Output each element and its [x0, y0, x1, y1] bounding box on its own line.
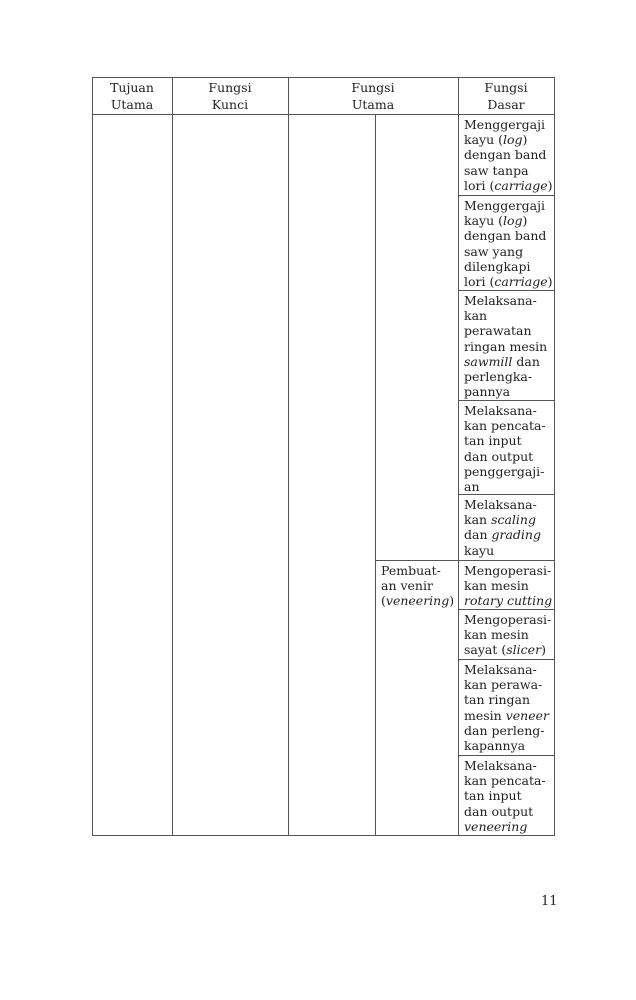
header-line: Utama [351, 97, 395, 112]
cell-line [464, 369, 547, 384]
text-segment: kan [464, 512, 492, 528]
text-segment: Mengoperasi- [464, 563, 552, 578]
italic-term: rotary cutting [464, 593, 553, 609]
text-segment: ( [381, 593, 386, 609]
text-segment: Pembuat- [381, 563, 441, 578]
text-segment: ) [541, 642, 546, 658]
text-segment: Melaksana- [464, 293, 537, 308]
row-divider [458, 560, 555, 561]
text-segment: saw yang [464, 243, 524, 259]
italic-term: veneering [385, 593, 450, 609]
fungsi-dasar-cell [464, 612, 551, 658]
cell-line [464, 758, 546, 773]
cell-line [464, 259, 553, 274]
cell-line [464, 692, 549, 707]
text-segment: penggergaji- [464, 463, 545, 479]
text-segment: ) [449, 593, 455, 609]
row-divider [458, 195, 555, 196]
cell-line [464, 198, 553, 213]
fungsi-dasar-cell [464, 497, 541, 558]
row-divider [458, 659, 555, 660]
cell-line [464, 593, 552, 608]
text-segment: dan output [464, 448, 534, 464]
fungsi-dasar-cell [464, 563, 552, 609]
cell-line [464, 773, 546, 788]
fungsi-utama-cell [381, 563, 454, 609]
text-segment: kayu [464, 542, 495, 558]
cell-line [464, 293, 547, 308]
cell-line [464, 418, 546, 433]
cell-line [464, 527, 541, 542]
fungsi-dasar-cell [464, 117, 553, 193]
row-divider [458, 290, 555, 291]
cell-line [464, 178, 553, 193]
text-segment: dengan band [464, 147, 547, 163]
italic-term: scaling [491, 512, 536, 528]
text-segment: tan ringan [464, 692, 531, 708]
text-segment: lori ( [464, 274, 495, 290]
italic-term: log [503, 132, 523, 148]
fungsi-dasar-cell [464, 198, 553, 289]
italic-term: sawmill [464, 353, 513, 369]
cell-line [464, 228, 553, 243]
text-segment: an [464, 479, 480, 495]
text-segment: dan output [464, 803, 534, 819]
italic-term: slicer [506, 642, 542, 658]
italic-term: carriage [494, 274, 548, 290]
fungsi-dasar-cell [464, 758, 546, 834]
text-segment: kan pencata- [464, 773, 546, 789]
cell-line [464, 433, 546, 448]
cell-line [381, 593, 454, 608]
header-line: Fungsi [351, 80, 395, 95]
cell-line [464, 804, 546, 819]
header-fungsi-dasar [458, 79, 554, 113]
cell-line [464, 308, 547, 323]
text-segment: perlengka- [464, 369, 533, 385]
text-segment: dengan band [464, 228, 547, 244]
text-segment: Melaksana- [464, 403, 537, 418]
text-segment: dan [512, 353, 540, 369]
cell-line [464, 449, 546, 464]
text-segment: kan mesin [464, 578, 529, 594]
text-segment: ) [522, 132, 528, 148]
text-segment: dilengkapi [464, 258, 531, 274]
cell-line [464, 323, 547, 338]
header-tujuan-utama [92, 79, 172, 113]
text-segment: kayu ( [464, 213, 503, 229]
cell-line [464, 274, 553, 289]
header-fungsi-utama [288, 79, 458, 113]
page-number: 11 [541, 894, 558, 909]
text-segment: kan mesin [464, 627, 529, 643]
italic-term: veneering [464, 818, 528, 834]
cell-line [464, 677, 549, 692]
cell-line [464, 403, 546, 418]
text-segment: ) [547, 274, 553, 290]
italic-term: log [503, 213, 523, 229]
header-line: Fungsi [484, 80, 528, 95]
text-segment: perawatan [464, 323, 532, 339]
text-segment: Menggergaji [464, 198, 545, 213]
cell-line [381, 578, 454, 593]
text-segment: saw tanpa [464, 162, 529, 178]
text-segment: Melaksana- [464, 662, 537, 677]
cell-line [464, 662, 549, 677]
text-segment: kayu ( [464, 132, 503, 148]
row-divider [458, 755, 555, 756]
cell-line [464, 627, 551, 642]
cell-line [464, 117, 553, 132]
text-segment: dan perleng- [464, 722, 545, 738]
text-segment: ) [547, 177, 553, 193]
fungsi-dasar-cell [464, 403, 546, 494]
cell-line [381, 563, 454, 578]
row-divider [458, 400, 555, 401]
header-line: Dasar [487, 97, 525, 112]
text-segment: an venir [381, 578, 433, 594]
cell-line [464, 132, 553, 147]
text-segment: Menggergaji [464, 117, 545, 132]
cell-line [464, 563, 552, 578]
cell-line [464, 339, 547, 354]
text-segment: kapannya [464, 738, 526, 754]
text-segment: tan input [464, 433, 522, 449]
cell-line [464, 543, 541, 558]
cell-line [464, 819, 546, 834]
cell-line [464, 464, 546, 479]
italic-term: carriage [494, 177, 548, 193]
cell-line [464, 578, 552, 593]
header-line: Tujuan [110, 80, 154, 95]
cell-line [464, 213, 553, 228]
text-segment: lori ( [464, 177, 495, 193]
cell-line [464, 708, 549, 723]
text-segment: Mengoperasi- [464, 612, 552, 627]
cell-line [464, 384, 547, 399]
fungsi-dasar-cell [464, 293, 547, 399]
text-segment: ) [522, 213, 528, 229]
text-segment: dan [464, 527, 492, 543]
text-segment: tan input [464, 788, 522, 804]
header-line: Utama [110, 97, 154, 112]
text-segment: sayat ( [464, 642, 507, 658]
text-segment: pannya [464, 384, 511, 400]
text-segment: kan pencata- [464, 418, 546, 434]
cell-line [464, 163, 553, 178]
cell-line [464, 497, 541, 512]
cell-line [464, 512, 541, 527]
cell-line [464, 244, 553, 259]
cell-line [464, 723, 549, 738]
cell-line [464, 147, 553, 162]
italic-term: grading [491, 527, 541, 543]
cell-line [464, 788, 546, 803]
cell-line [464, 354, 547, 369]
text-segment: kan perawa- [464, 677, 543, 693]
cell-line [464, 738, 549, 753]
cell-line [464, 612, 551, 627]
header-line: Kunci [211, 97, 249, 112]
fungsi-dasar-cell [464, 662, 549, 753]
header-line: Fungsi [208, 80, 252, 95]
header-fungsi-kunci [172, 79, 288, 113]
text-segment: Melaksana- [464, 497, 537, 512]
italic-term: veneer [505, 707, 549, 723]
text-segment: Melaksana- [464, 758, 537, 773]
cell-line [464, 642, 551, 657]
row-divider [458, 609, 555, 610]
text-segment: mesin [464, 707, 506, 723]
text-segment: kan [464, 308, 488, 324]
cell-line [464, 479, 546, 494]
text-segment: ringan mesin [464, 338, 548, 354]
